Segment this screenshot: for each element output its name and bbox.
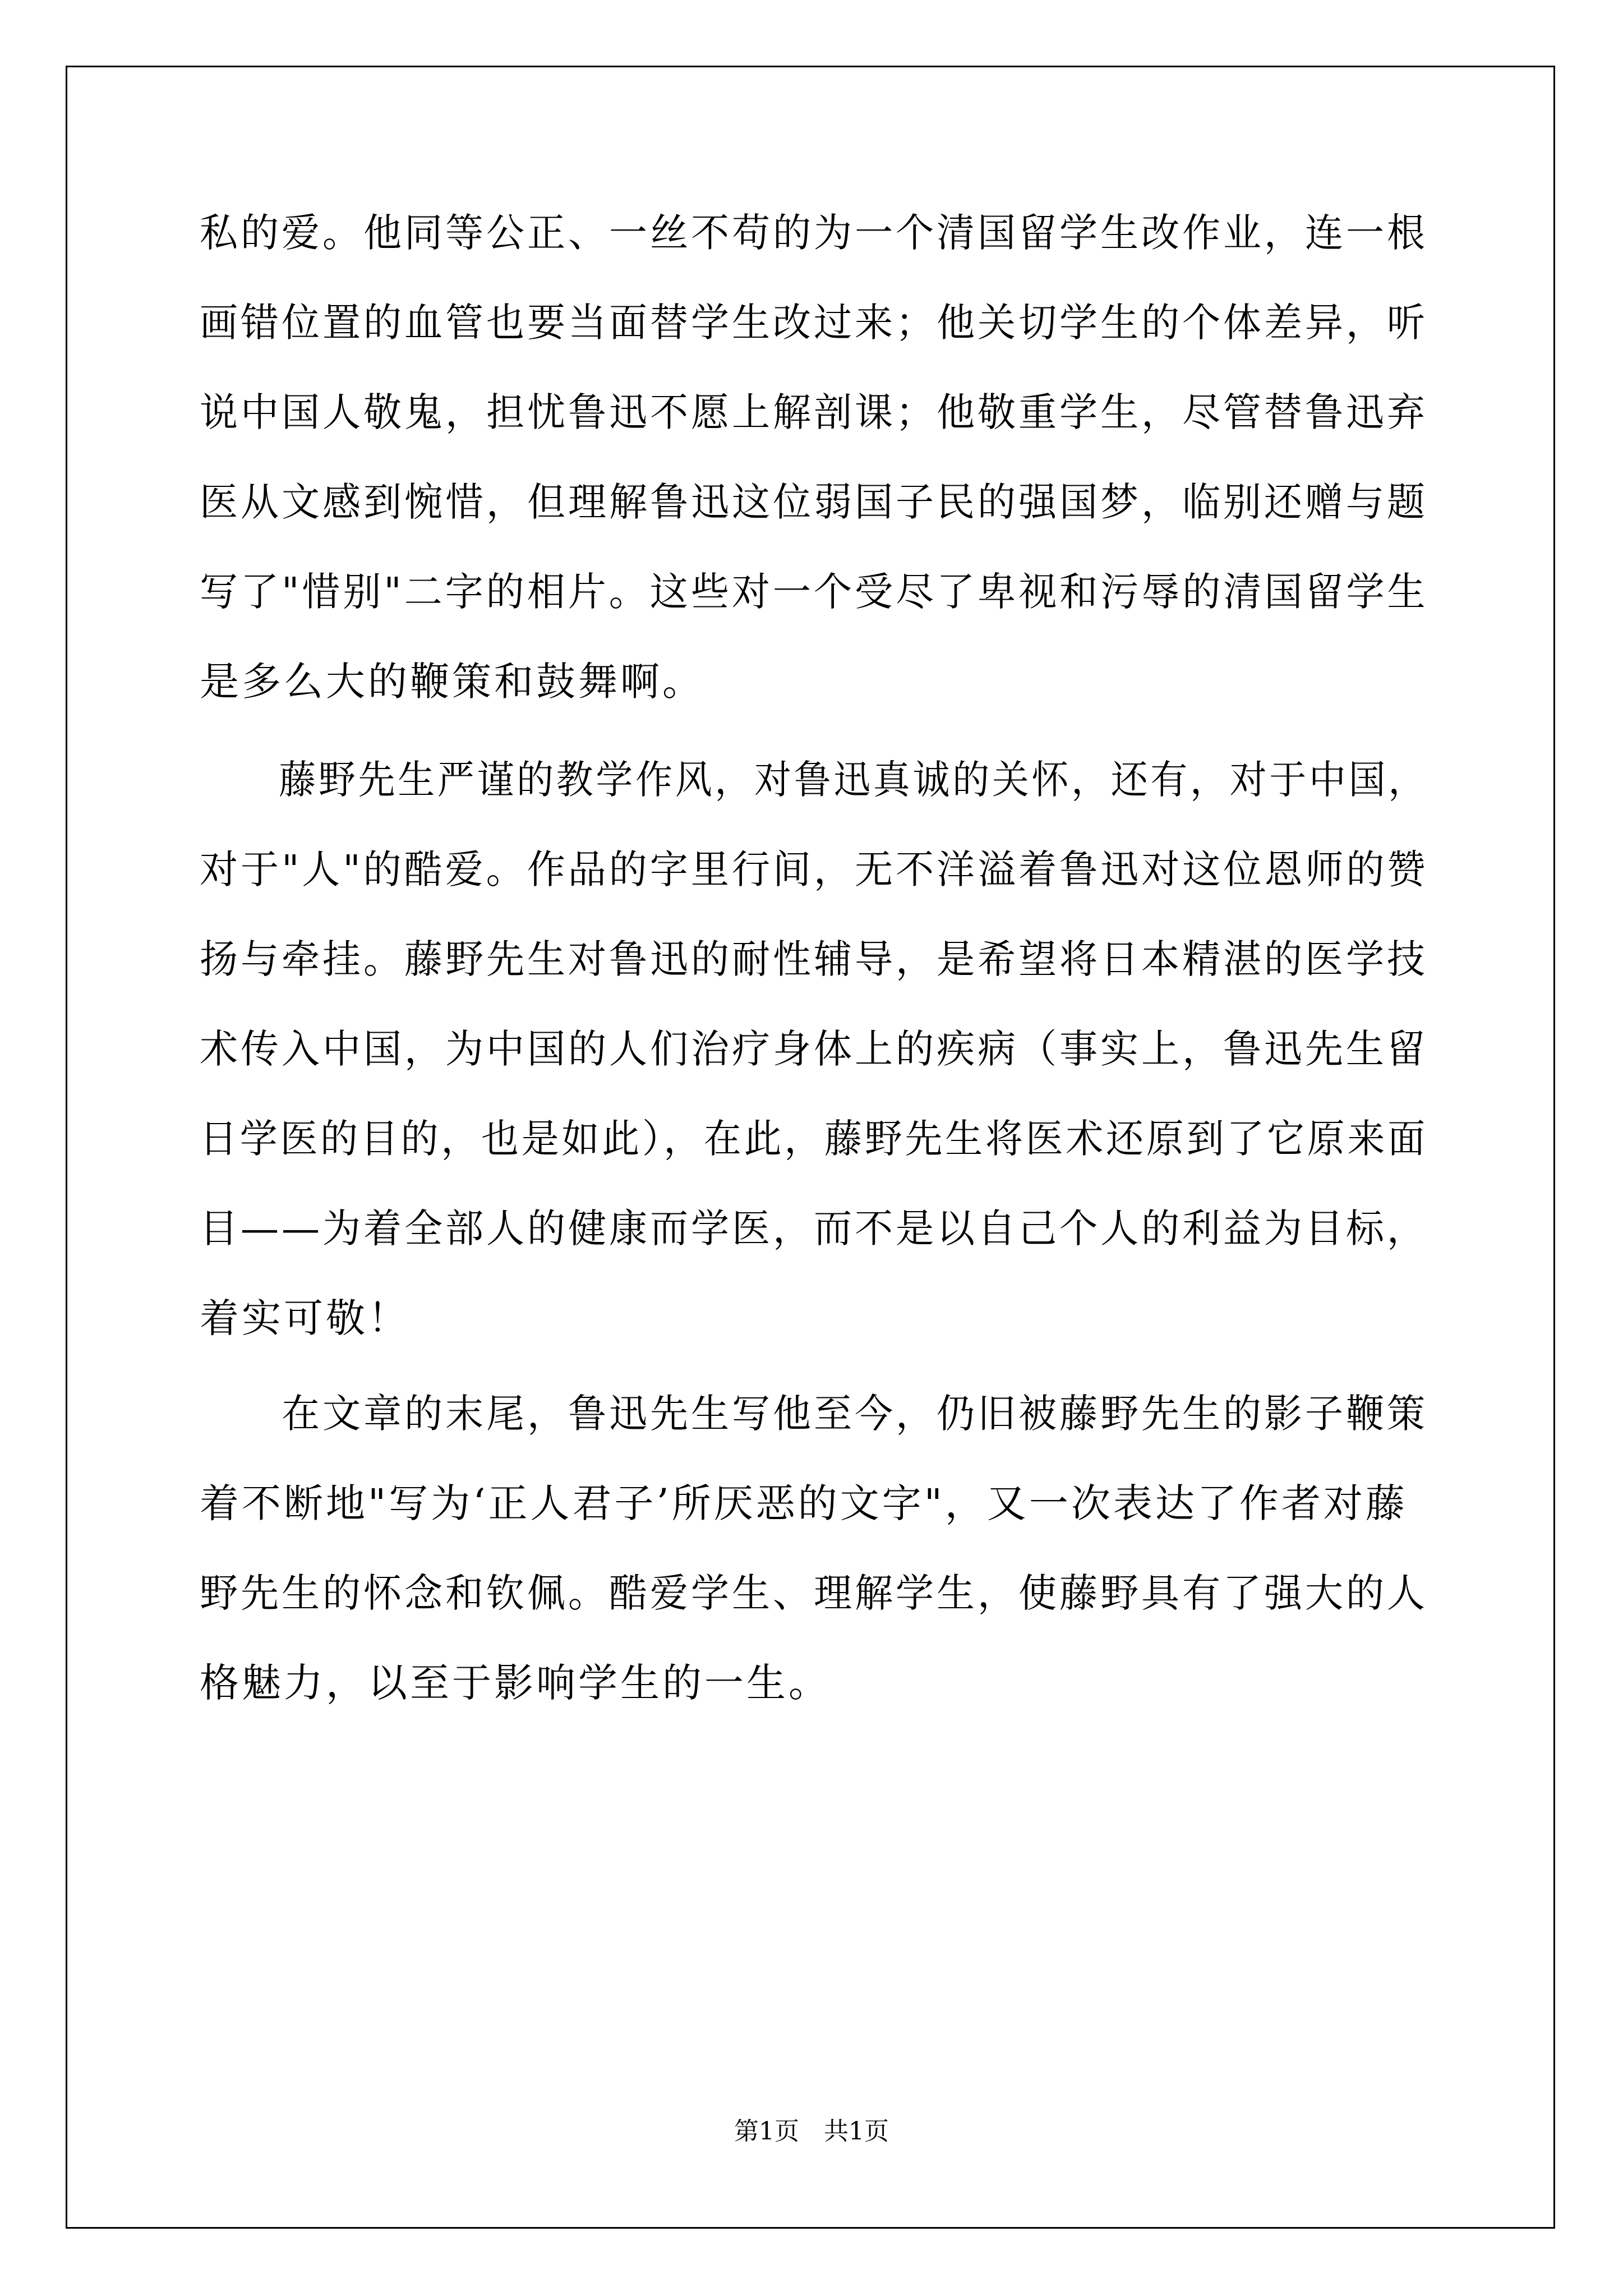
text-line: 着不断地"写为‘正人君子’所厌恶的文字"，又一次表达了作者对藤 bbox=[200, 1480, 1408, 1526]
text-line: 在文章的末尾，鲁迅先生写他至今，仍旧被藤野先生的影子鞭策 bbox=[200, 1391, 1428, 1437]
text-line: 对于"人"的酷爱。作品的字里行间，无不洋溢着鲁迅对这位恩师的赞 bbox=[200, 846, 1428, 892]
text-line: 格魅力，以至于影响学生的一生。 bbox=[200, 1660, 831, 1706]
text-line: 野先生的怀念和钦佩。酷爱学生、理解学生，使藤野具有了强大的人 bbox=[200, 1570, 1428, 1616]
page-number: 第1页 共1页 bbox=[734, 2117, 889, 2146]
text-line: 着实可敬！ bbox=[200, 1295, 410, 1341]
text-line: 医从文感到惋惜，但理解鲁迅这位弱国子民的强国梦，临别还赠与题 bbox=[200, 479, 1428, 525]
text-line: 日学医的目的，也是如此），在此，藤野先生将医术还原到了它原来面 bbox=[200, 1116, 1428, 1162]
text-line: 术传入中国，为中国的人们治疗身体上的疾病（事实上，鲁迅先生留 bbox=[200, 1026, 1428, 1072]
text-line: 写了"惜别"二字的相片。这些对一个受尽了卑视和污辱的清国留学生 bbox=[200, 569, 1428, 615]
text-line: 画错位置的血管也要当面替学生改过来；他关切学生的个体差异，听 bbox=[200, 300, 1428, 346]
text-line: 藤野先生严谨的教学作风，对鲁迅真诚的关怀，还有，对于中国， bbox=[200, 757, 1428, 803]
text-line: 目——为着全部人的健康而学医，而不是以自己个人的利益为目标， bbox=[200, 1205, 1428, 1251]
text-line: 是多么大的鞭策和鼓舞啊。 bbox=[200, 659, 704, 705]
text-line: 私的爱。他同等公正、一丝不苟的为一个清国留学生改作业，连一根 bbox=[200, 210, 1428, 256]
text-line: 说中国人敬鬼，担忧鲁迅不愿上解剖课；他敬重学生，尽管替鲁迅弃 bbox=[200, 389, 1428, 435]
text-line: 扬与牵挂。藤野先生对鲁迅的耐性辅导，是希望将日本精湛的医学技 bbox=[200, 936, 1428, 982]
